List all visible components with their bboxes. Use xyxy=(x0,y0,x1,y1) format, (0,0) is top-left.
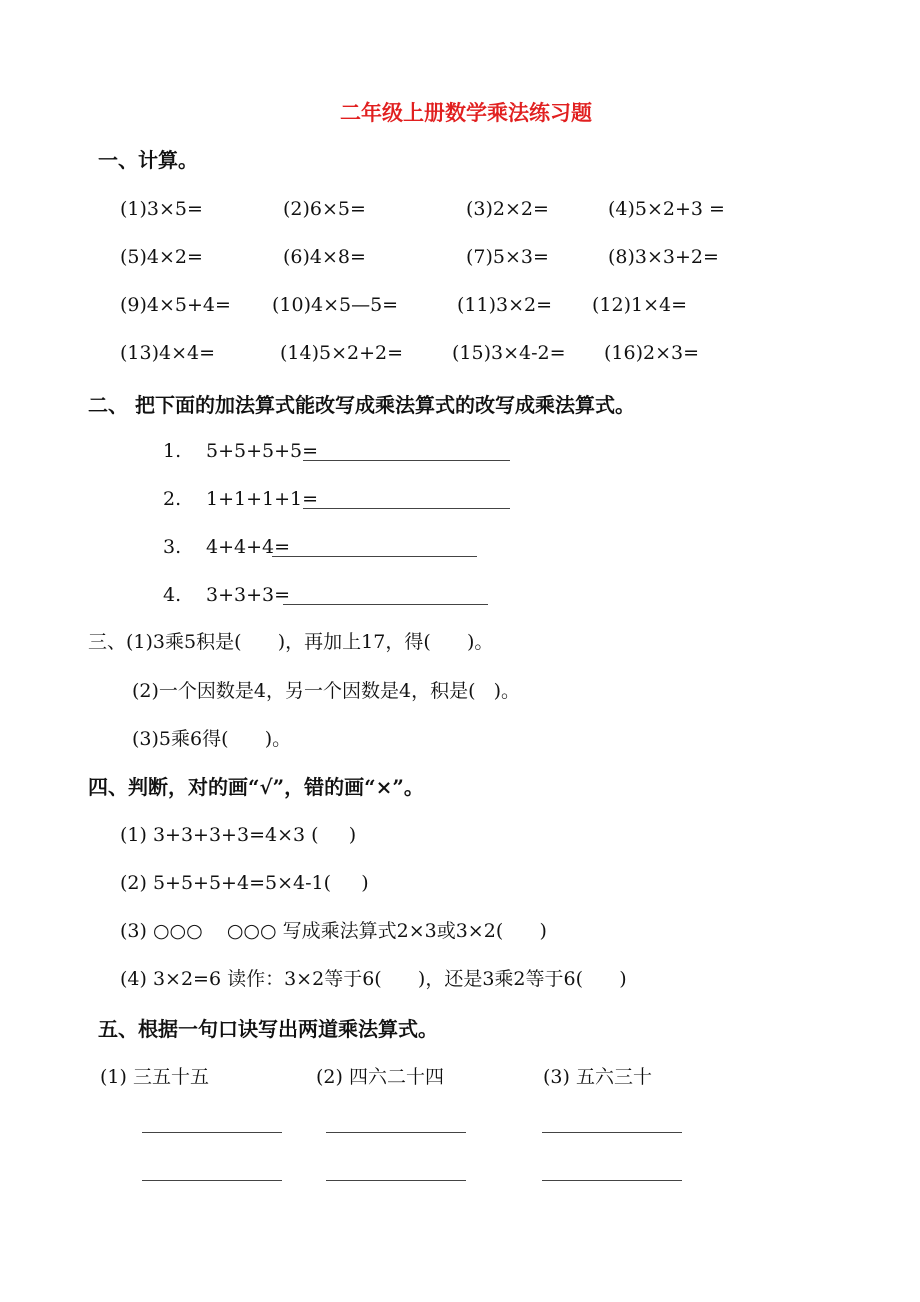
item-number: 2. xyxy=(163,488,182,510)
problem-1: (1)3×5= xyxy=(120,198,203,220)
answer-blank[interactable] xyxy=(326,1180,466,1181)
problem-2: (2)6×5= xyxy=(283,198,366,220)
section-2-heading: 二、 把下面的加法算式能改写成乘法算式的改写成乘法算式。 xyxy=(88,393,635,417)
section-3-line-1: 三、(1)3乘5积是( )，再加上17，得( )。 xyxy=(88,631,494,653)
section-3-line-2: (2)一个因数是4，另一个因数是4，积是( )。 xyxy=(132,680,521,702)
answer-blank[interactable] xyxy=(542,1132,682,1133)
item-expression: 1+1+1+1= xyxy=(206,488,319,510)
item-number: 3. xyxy=(163,536,182,558)
problem-15: (15)3×4-2= xyxy=(452,342,566,364)
problem-6: (6)4×8= xyxy=(283,246,366,268)
answer-blank[interactable] xyxy=(283,604,488,605)
rhyme-item-1: (1) 三五十五 xyxy=(100,1066,209,1088)
answer-blank[interactable] xyxy=(303,460,510,461)
answer-blank[interactable] xyxy=(326,1132,466,1133)
answer-blank[interactable] xyxy=(272,556,477,557)
problem-10: (10)4×5—5= xyxy=(272,294,399,316)
problem-14: (14)5×2+2= xyxy=(280,342,404,364)
judge-item-4: (4) 3×2=6 读作：3×2等于6( )，还是3乘2等于6( ) xyxy=(120,968,627,990)
problem-11: (11)3×2= xyxy=(457,294,553,316)
item-number: 1. xyxy=(163,440,182,462)
item-expression: 5+5+5+5= xyxy=(206,440,319,462)
problem-3: (3)2×2= xyxy=(466,198,549,220)
problem-4: (4)5×2+3 = xyxy=(608,198,725,220)
problem-9: (9)4×5+4= xyxy=(120,294,231,316)
item-number: 4. xyxy=(163,584,182,606)
item-expression: 3+3+3= xyxy=(206,584,291,606)
judge-item-2: (2) 5+5+5+4=5×4-1( ) xyxy=(120,872,369,894)
problem-7: (7)5×3= xyxy=(466,246,549,268)
rhyme-item-2: (2) 四六二十四 xyxy=(316,1066,444,1088)
answer-blank[interactable] xyxy=(142,1180,282,1181)
section-1-heading: 一、计算。 xyxy=(98,148,198,172)
problem-12: (12)1×4= xyxy=(592,294,688,316)
section-5-heading: 五、根据一句口诀写出两道乘法算式。 xyxy=(98,1017,438,1041)
problem-5: (5)4×2= xyxy=(120,246,203,268)
section-3-line-3: (3)5乘6得( )。 xyxy=(132,728,292,750)
item-expression: 4+4+4= xyxy=(206,536,291,558)
judge-item-1: (1) 3+3+3+3=4×3 ( ) xyxy=(120,824,357,846)
judge-item-3: (3) ○○○ ○○○ 写成乘法算式2×3或3×2( ) xyxy=(120,920,547,942)
page-title: 二年级上册数学乘法练习题 xyxy=(340,100,592,125)
rhyme-item-3: (3) 五六三十 xyxy=(543,1066,652,1088)
answer-blank[interactable] xyxy=(303,508,510,509)
answer-blank[interactable] xyxy=(542,1180,682,1181)
problem-16: (16)2×3= xyxy=(604,342,700,364)
answer-blank[interactable] xyxy=(142,1132,282,1133)
problem-13: (13)4×4= xyxy=(120,342,216,364)
problem-8: (8)3×3+2= xyxy=(608,246,719,268)
section-4-heading: 四、判断，对的画“√”，错的画“×”。 xyxy=(88,775,424,799)
